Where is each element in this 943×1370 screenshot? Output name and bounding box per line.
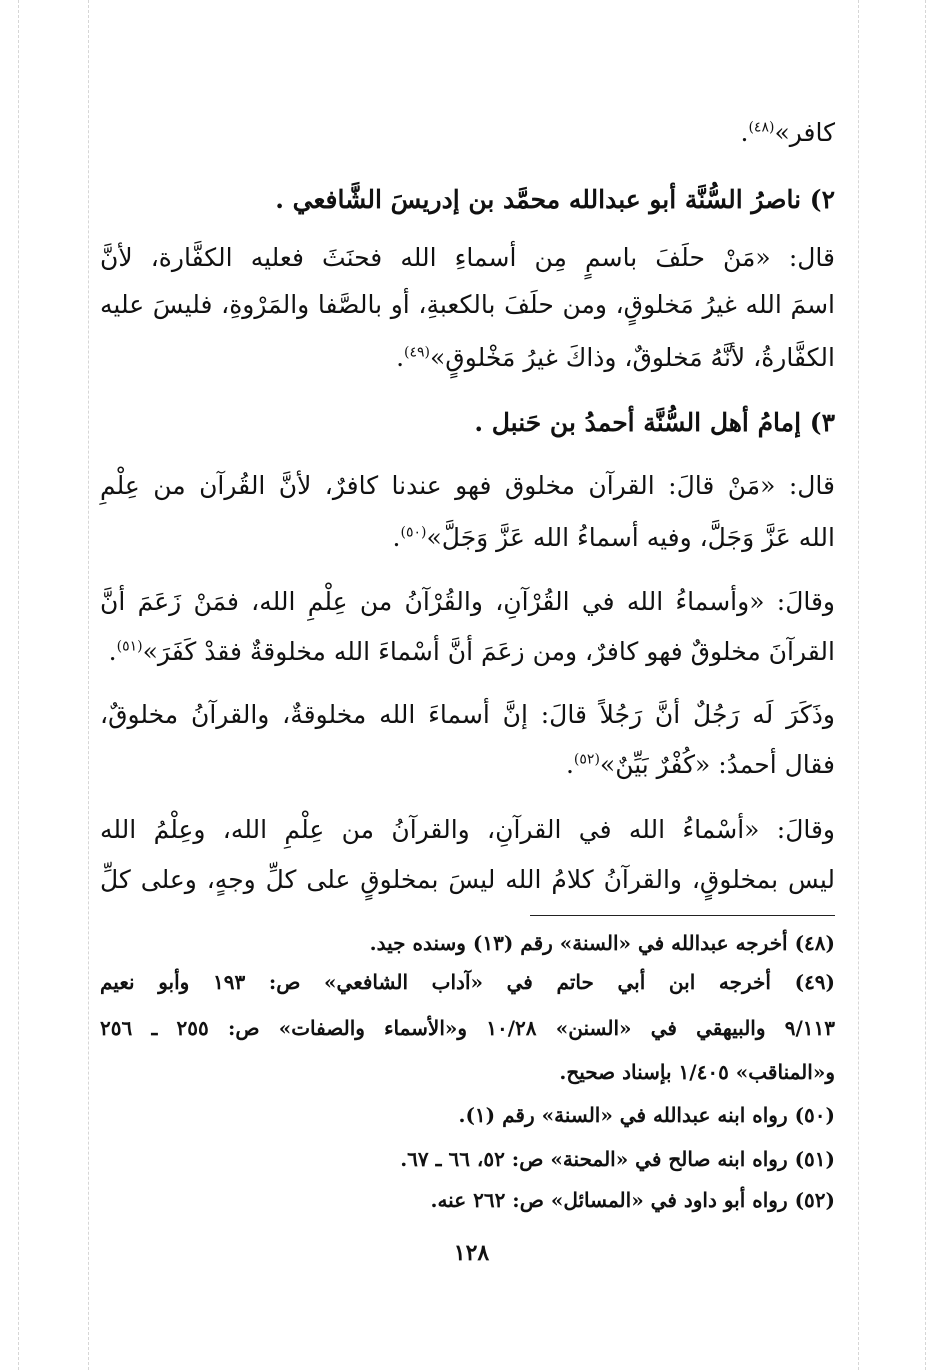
punctuation: . <box>396 343 405 372</box>
footnote-ref: (٥١) <box>116 638 143 655</box>
punctuation: . <box>565 750 574 779</box>
footnote-ref: (٤٩) <box>404 344 430 361</box>
body-text: كافر» <box>774 118 835 147</box>
paragraph-line: اسمَ الله غيرُ مَخلوقٍ، ومن حلَفَ بالكعبةِ، أو بالصَّفا والمَرْوةِ، فليسَ عليه <box>100 290 835 319</box>
footnote-52: (٥٢) رواه أبو داود في «المسائل» ص: ٢٦٢ عنه. <box>430 1188 835 1212</box>
scan-margin-line <box>858 0 859 1370</box>
footnote-49-line: (٤٩) أخرجه ابن أبي حاتم في «آداب الشافعي» ص: ١٩٣ وأبو نعيم <box>100 970 836 994</box>
footnote-50: (٥٠) رواه ابنه عبدالله في «السنة» رقم (١). <box>458 1103 835 1127</box>
body-text: الله عَزَّ وَجَلَّ، وفيه أسماءُ الله عَزَّ وَجَلَّ» <box>426 523 835 552</box>
section-heading: ٣) إمامُ أهل السُّنَّة أحمدُ بن حَنبل . <box>474 408 835 437</box>
paragraph-line: وقالَ: «وأسماءُ الله في القُرْآنِ، والقُرْآنُ من عِلْمِ الله، فمَنْ زَعَمَ أنَّ <box>100 587 835 616</box>
paragraph-line: وذَكَرَ لَه رَجُلٌ أنَّ رَجُلاً قالَ: إنَّ أسماءَ الله مخلوقةٌ، والقرآنُ مخلوقٌ، <box>100 700 835 729</box>
body-text: فقال أحمدُ: «كُفْرٌ بَيِّنٌ» <box>599 750 835 779</box>
section-heading: ٢) ناصرُ السُّنَّة أبو عبدالله محمَّد بن إدريسَ الشَّافعي . <box>275 185 835 214</box>
footnote-49-line: و«المناقب» ١/٤٠٥ بإسناد صحيح. <box>559 1060 835 1084</box>
footnote-51: (٥١) رواه ابنه صالح في «المحنة» ص: ٥٢، ٦٦ ـ ٦٧. <box>400 1147 835 1171</box>
paragraph-line <box>100 518 835 558</box>
paragraph-line <box>100 632 835 672</box>
footnote-ref: (٤٨) <box>748 119 775 136</box>
paragraph-line <box>100 338 835 378</box>
body-text: القرآنَ مخلوقٌ فهو كافرٌ، ومن زعَمَ أنَّ أسْماءَ الله مخلوقةٌ فقدْ كَفَرَ» <box>142 637 835 666</box>
paragraph-line: قال: «مَنْ حلَفَ باسمٍ مِن أسماءِ الله فحنَثَ فعليه الكفَّارة، لأنَّ <box>100 243 835 272</box>
paragraph-line: قال: «مَنْ قالَ: القرآن مخلوق فهو عندنا كافرٌ، لأنَّ القُرآن من عِلْمِ <box>100 471 835 500</box>
continuation-line <box>100 113 835 153</box>
punctuation: . <box>108 637 117 666</box>
paragraph-line: ليس بمخلوقٍ، والقرآنُ كلامُ الله ليسَ بمخلوقٍ على كلِّ وجهٍ، وعلى كلِّ <box>100 865 835 894</box>
body-text: الكفَّارةُ، لأنَّهُ مَخلوقٌ، وذاكَ غيرُ مَخْلوقٍ» <box>430 343 835 372</box>
scan-margin-line <box>18 0 19 1370</box>
punctuation: . <box>392 523 401 552</box>
footnote-separator <box>530 915 835 916</box>
footnote-49-line: ٩/١١٣ والبيهقي في «السنن» ١٠/٢٨ و«الأسماء والصفات» ص: ٢٥٥ ـ ٢٥٦ <box>100 1016 836 1040</box>
footnote-48: (٤٨) أخرجه عبدالله في «السنة» رقم (١٣) وسنده جيد. <box>369 931 835 955</box>
paragraph-line <box>100 745 835 785</box>
footnote-ref: (٥٠) <box>400 524 427 541</box>
footnote-ref: (٥٢) <box>573 751 600 768</box>
scan-margin-line <box>925 0 926 1370</box>
page-number: ١٢٨ <box>453 1240 490 1266</box>
paragraph-line: وقالَ: «أسْماءُ الله في القرآنِ، والقرآنُ من عِلْمِ الله، وعِلْمُ الله <box>100 815 835 844</box>
punctuation: . <box>740 118 749 147</box>
scan-margin-line <box>88 0 89 1370</box>
